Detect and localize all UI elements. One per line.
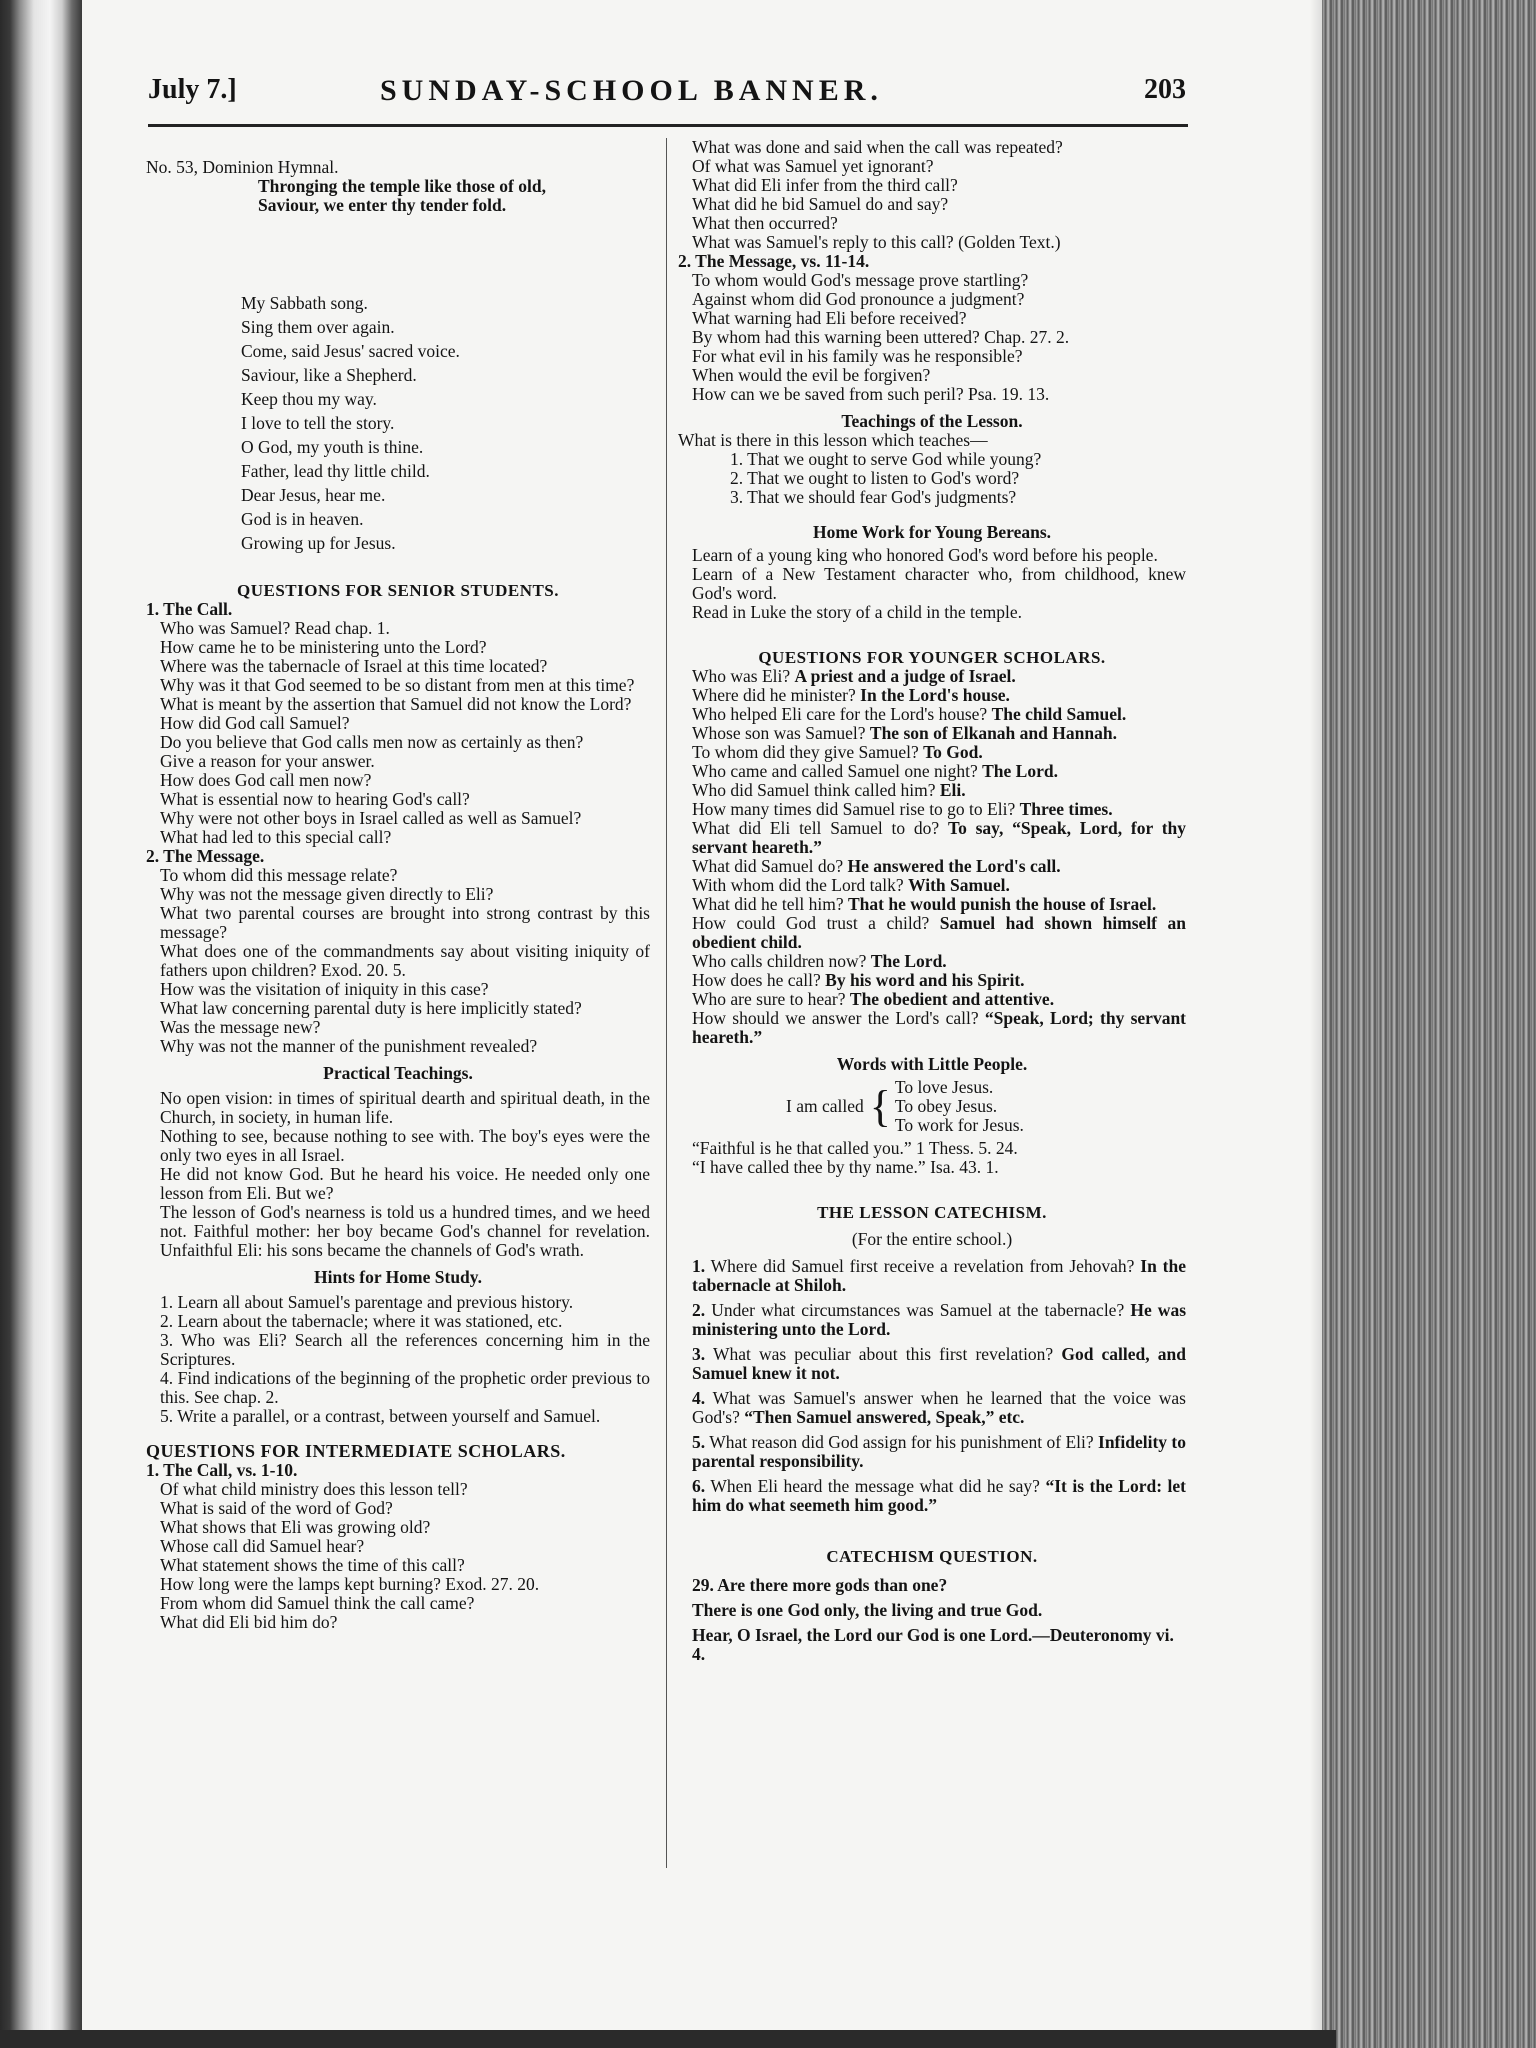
qa-answer: In the Lord's house. (860, 685, 1010, 705)
qa-question: Who did Samuel think called him? (692, 780, 936, 800)
catechism-subtitle: (For the entire school.) (851, 1229, 1013, 1249)
qa-question: How could God trust a child? (692, 913, 930, 933)
intermediate-heading: QUESTIONS FOR INTERMEDIATE SCHOLARS. (146, 1441, 566, 1461)
qa-question: Who are sure to hear? (692, 989, 846, 1009)
qa-question: Who came and called Samuel one night? (692, 761, 978, 781)
question: By whom had this warning been uttered? Chap. 27. 2. (692, 327, 1070, 347)
qa-row (678, 1009, 1186, 1047)
hymn-line: Thronging the temple like those of old, (258, 176, 546, 196)
song-item: My Sabbath song. (241, 293, 368, 313)
intermediate-section-2: 2. The Message, vs. 11-14. (678, 251, 870, 271)
question: Why was not the manner of the punishment revealed? (160, 1036, 538, 1056)
homework-item: Read in Luke the story of a child in the temple. (692, 602, 1022, 622)
qa-question: Who calls children now? (692, 951, 867, 971)
practical-paragraph: The lesson of God's nearness is told us a hundred times, and we heed not. Faithful mother: her boy became God's channel for revelation. Unfaithful Eli: his sons became the channels of God's wrath. (160, 1202, 650, 1260)
catechism-scripture: Hear, O Israel, the Lord our God is one Lord.—Deuteronomy vi. 4. (692, 1625, 1174, 1664)
homework-item: Learn of a young king who honored God's word before his people. (692, 545, 1158, 565)
question: For what evil in his family was he responsible? (692, 346, 1023, 366)
qa-answer: That he would punish the house of Israel. (848, 894, 1157, 914)
qa-answer: With Samuel. (908, 875, 1010, 895)
qa-row (678, 971, 1186, 990)
hint-item: 1. Learn all about Samuel's parentage and previous history. (160, 1292, 574, 1312)
qa-question: Whose son was Samuel? (692, 723, 866, 743)
question: Give a reason for your answer. (160, 751, 375, 771)
qa-row (678, 990, 1186, 1009)
qa-row (678, 743, 1186, 762)
qa-question: How should we answer the Lord's call? (692, 1008, 979, 1028)
qa-row (678, 876, 1186, 895)
teachings-heading: Teachings of the Lesson. (841, 411, 1023, 431)
practical-paragraph: No open vision: in times of spiritual dearth and spiritual death, in the Church, in society, in human life. (160, 1088, 650, 1127)
scripture-quote: “I have called thee by thy name.” Isa. 43. 1. (692, 1157, 999, 1177)
qa-answer: “Speak, Lord; thy servant heareth.” (692, 1008, 1186, 1047)
qa-answer: The obedient and attentive. (849, 989, 1055, 1009)
question: How can we be saved from such peril? Psa. 19. 13. (692, 384, 1050, 404)
column-divider (666, 138, 667, 1868)
left-column (146, 158, 650, 1632)
qa-row (678, 857, 1186, 876)
intermediate-section-1: 1. The Call, vs. 1-10. (146, 1460, 298, 1480)
qa-answer: To say, “Speak, Lord, for thy servant heareth.” (692, 818, 1187, 857)
song-list (146, 291, 650, 555)
book-page-edges (1322, 0, 1536, 2048)
words-block (786, 1078, 1186, 1135)
qa-row (678, 895, 1186, 914)
question: Of what was Samuel yet ignorant? (692, 156, 934, 176)
qa-answer: Samuel had shown himself an obedient child. (692, 913, 1187, 952)
qa-question: With whom did the Lord talk? (692, 875, 904, 895)
homework-item: Learn of a New Testament character who, from childhood, knew God's word. (692, 564, 1186, 603)
question: What did he bid Samuel do and say? (692, 194, 949, 214)
question: What was done and said when the call was repeated? (692, 137, 1063, 157)
senior-section-2: 2. The Message. (146, 846, 265, 866)
question: When would the evil be forgiven? (692, 365, 931, 385)
qa-row (678, 914, 1186, 952)
question: Why was it that God seemed to be so distant from men at this time? (160, 675, 635, 695)
header-date: July 7.] (148, 74, 237, 105)
question: What is meant by the assertion that Samuel did not know the Lord? (160, 694, 632, 714)
song-item: O God, my youth is thine. (241, 437, 424, 457)
right-column (678, 138, 1186, 1664)
words-item: To work for Jesus. (894, 1115, 1024, 1135)
qa-answer: To God. (923, 742, 983, 762)
page-number: 203 (1144, 74, 1186, 105)
practical-paragraph: He did not know God. But he heard his voice. He needed only one lesson from Eli. But we? (160, 1164, 650, 1203)
qa-question: What did Eli tell Samuel to do? (692, 818, 940, 838)
qa-answer: The son of Elkanah and Hannah. (869, 723, 1117, 743)
qa-answer: The Lord. (982, 761, 1058, 781)
qa-row (678, 705, 1186, 724)
question: Where was the tabernacle of Israel at this time located? (160, 656, 548, 676)
younger-qa-list (678, 667, 1186, 1047)
question: What did Eli bid him do? (160, 1612, 338, 1632)
question: How came he to be ministering unto the Lord? (160, 637, 487, 657)
question: What is essential now to hearing God's call? (160, 789, 470, 809)
song-item: I love to tell the story. (241, 413, 395, 433)
catechism-answer: There is one God only, the living and true God. (692, 1600, 1043, 1620)
catechism-item: 1. Where did Samuel first receive a revelation from Jehovah? In the tabernacle at Shiloh. (692, 1256, 1187, 1295)
song-item: Come, said Jesus' sacred voice. (241, 341, 460, 361)
question: What did Eli infer from the third call? (692, 175, 958, 195)
question: Why was not the message given directly to Eli? (160, 884, 494, 904)
question: What statement shows the time of this call? (160, 1555, 465, 1575)
song-item: Growing up for Jesus. (241, 533, 396, 553)
question: What was Samuel's reply to this call? (Golden Text.) (692, 232, 1061, 252)
catechism-item: 5. What reason did God assign for his punishment of Eli? Infidelity to parental responsibility. (692, 1432, 1187, 1471)
song-item: Saviour, like a Shepherd. (241, 365, 417, 385)
song-item: Father, lead thy little child. (241, 461, 430, 481)
practical-paragraph: Nothing to see, because nothing to see with. The boy's eyes were the only two eyes in all Israel. (160, 1126, 650, 1165)
question: Whose call did Samuel hear? (160, 1536, 365, 1556)
catechism-item: 3. What was peculiar about this first revelation? God called, and Samuel knew it not. (692, 1344, 1186, 1383)
running-header (148, 74, 1186, 116)
question: How does God call men now? (160, 770, 372, 790)
qa-answer: Three times. (1019, 799, 1113, 819)
words-heading: Words with Little People. (836, 1054, 1028, 1074)
header-rule (148, 124, 1188, 127)
teachings-intro: What is there in this lesson which teaches— (678, 430, 988, 450)
question: What had led to this special call? (160, 827, 392, 847)
question: Why were not other boys in Israel called as well as Samuel? (160, 808, 582, 828)
qa-question: What did Samuel do? (692, 856, 844, 876)
qa-question: How does he call? (692, 970, 821, 990)
qa-row (678, 667, 1186, 686)
practical-heading: Practical Teachings. (323, 1063, 473, 1083)
question: To whom did this message relate? (160, 865, 398, 885)
question: What then occurred? (692, 213, 838, 233)
question: What shows that Eli was growing old? (160, 1517, 431, 1537)
teaching-item: 2. That we ought to listen to God's word? (730, 468, 1020, 488)
song-item: Sing them over again. (241, 317, 395, 337)
question: What two parental courses are brought into strong contrast by this message? (160, 903, 650, 942)
qa-row (678, 686, 1186, 705)
qa-answer: Eli. (939, 780, 966, 800)
hint-item: 3. Who was Eli? Search all the references concerning him in the Scriptures. (160, 1330, 650, 1369)
question: What is said of the word of God? (160, 1498, 393, 1518)
question: From whom did Samuel think the call came? (160, 1593, 475, 1613)
question: How long were the lamps kept burning? Exod. 27. 20. (160, 1574, 540, 1594)
qa-answer: By his word and his Spirit. (825, 970, 1025, 990)
question: What warning had Eli before received? (692, 308, 967, 328)
younger-heading: QUESTIONS FOR YOUNGER SCHOLARS. (758, 648, 1106, 667)
catechism-heading: THE LESSON CATECHISM. (817, 1203, 1047, 1222)
book-spine-left (0, 0, 84, 2048)
qa-question: To whom did they give Samuel? (692, 742, 919, 762)
hymn-line: Saviour, we enter thy tender fold. (258, 195, 507, 215)
words-item: To love Jesus. (894, 1077, 994, 1097)
question: What law concerning parental duty is here implicitly stated? (160, 998, 582, 1018)
words-prefix: I am called (786, 1096, 864, 1116)
question: Against whom did God pronounce a judgment? (692, 289, 1025, 309)
header-title: SUNDAY-SCHOOL BANNER. (380, 74, 883, 107)
question: How was the visitation of iniquity in this case? (160, 979, 489, 999)
qa-answer: He answered the Lord's call. (847, 856, 1061, 876)
words-item: To obey Jesus. (894, 1096, 998, 1116)
qa-question: What did he tell him? (692, 894, 844, 914)
qa-question: Where did he minister? (692, 685, 856, 705)
song-item: Dear Jesus, hear me. (241, 485, 386, 505)
teaching-item: 3. That we should fear God's judgments? (730, 487, 1017, 507)
qa-row (678, 952, 1186, 971)
qa-row (678, 781, 1186, 800)
homework-heading: Home Work for Young Bereans. (812, 522, 1052, 542)
question: Who was Samuel? Read chap. 1. (160, 618, 390, 638)
catechism-question: 29. Are there more gods than one? (692, 1575, 948, 1595)
question: To whom would God's message prove startling? (692, 270, 1029, 290)
scripture-quote: “Faithful is he that called you.” 1 Thess. 5. 24. (692, 1138, 1018, 1158)
question: What does one of the commandments say about visiting iniquity of fathers upon children? Exod. 20. 5. (160, 941, 650, 980)
catechism-item: 4. What was Samuel's answer when he learned that the voice was God's? “Then Samuel answered, Speak,” etc. (692, 1388, 1186, 1427)
song-item: Keep thou my way. (241, 389, 377, 409)
teaching-item: 1. That we ought to serve God while young? (730, 449, 1042, 469)
senior-section-1: 1. The Call. (146, 599, 233, 619)
qa-row (678, 800, 1186, 819)
qa-answer: A priest and a judge of Israel. (794, 666, 1016, 686)
qa-answer: The child Samuel. (991, 704, 1127, 724)
brace-glyph: { (869, 1081, 891, 1131)
hint-item: 4. Find indications of the beginning of the prophetic order previous to this. See chap. 2. (160, 1368, 650, 1407)
qa-question: Who helped Eli care for the Lord's house? (692, 704, 988, 724)
qa-question: Who was Eli? (692, 666, 791, 686)
song-item: God is in heaven. (241, 509, 364, 529)
qa-row (678, 819, 1186, 857)
catechism-question-heading: CATECHISM QUESTION. (826, 1547, 1038, 1566)
hymn-reference: No. 53, Dominion Hymnal. (146, 157, 339, 177)
bottom-shadow (0, 2030, 1336, 2048)
question: How did God call Samuel? (160, 713, 350, 733)
catechism-item: 6. When Eli heard the message what did he say? “It is the Lord: let him do what seemeth him good.” (692, 1476, 1187, 1515)
qa-row (678, 762, 1186, 781)
hints-heading: Hints for Home Study. (314, 1267, 482, 1287)
qa-row (678, 724, 1186, 743)
hint-item: 5. Write a parallel, or a contrast, between yourself and Samuel. (160, 1406, 601, 1426)
catechism-list (678, 1257, 1186, 1515)
question: Of what child ministry does this lesson tell? (160, 1479, 468, 1499)
qa-answer: The Lord. (870, 951, 947, 971)
question: Do you believe that God calls men now as certainly as then? (160, 732, 584, 752)
qa-question: How many times did Samuel rise to go to Eli? (692, 799, 1016, 819)
hint-item: 2. Learn about the tabernacle; where it was stationed, etc. (160, 1311, 563, 1331)
senior-heading: QUESTIONS FOR SENIOR STUDENTS. (236, 581, 560, 600)
question: Was the message new? (160, 1017, 321, 1037)
catechism-item: 2. Under what circumstances was Samuel at the tabernacle? He was ministering unto the Lord. (692, 1300, 1187, 1339)
